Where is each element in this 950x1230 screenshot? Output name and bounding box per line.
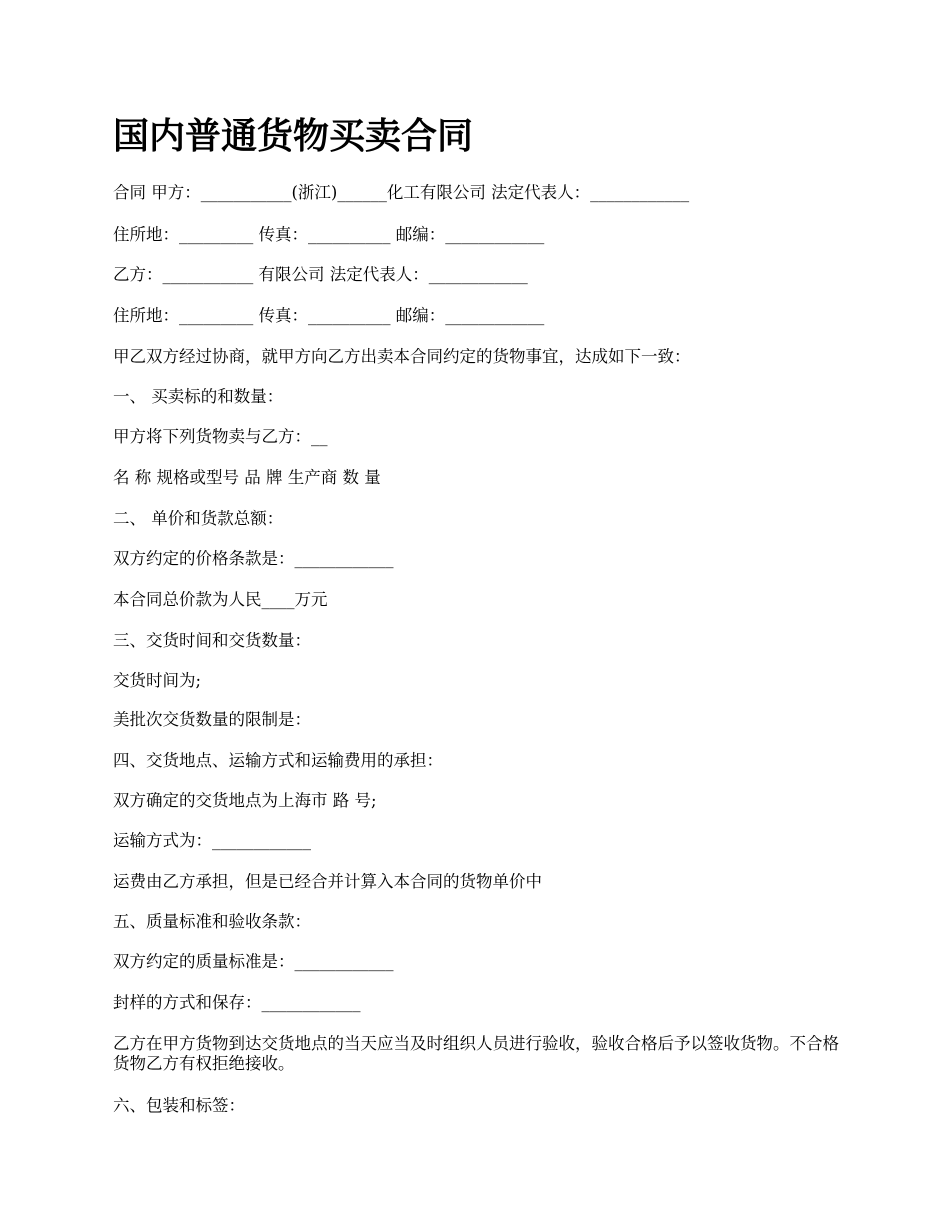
section-3-heading: 三、交货时间和交货数量：: [113, 631, 311, 650]
party-a-line: 合同 甲方：___________(浙江)______化工有限公司 法定代表人：____________: [113, 183, 690, 202]
quality-standard-line: 双方约定的质量标准是：____________: [113, 952, 394, 971]
total-price-line: 本合同总价款为人民____万元: [113, 590, 328, 609]
sample-sealing-line: 封样的方式和保存：____________: [113, 993, 361, 1012]
freight-line: 运费由乙方承担，但是已经合并计算入本合同的货物单价中: [113, 872, 542, 891]
goods-table-header: 名 称 规格或型号 品 牌 生产商 数 量: [113, 468, 381, 487]
document-title: 国内普通货物买卖合同: [113, 115, 474, 157]
preamble-line: 甲乙双方经过协商，就甲方向乙方出卖本合同约定的货物事宜，达成如下一致：: [113, 347, 691, 366]
section-6-heading: 六、包装和标签：: [113, 1096, 245, 1115]
party-b-line: 乙方：___________ 有限公司 法定代表人：____________: [113, 265, 528, 284]
transport-method-line: 运输方式为：____________: [113, 831, 311, 850]
delivery-location-line: 双方确定的交货地点为上海市 路 号;: [113, 791, 377, 810]
delivery-time-line: 交货时间为;: [113, 671, 202, 690]
goods-line: 甲方将下列货物卖与乙方：__: [113, 427, 328, 446]
section-5-heading: 五、质量标准和验收条款：: [113, 912, 311, 931]
inspection-paragraph: 乙方在甲方货物到达交货地点的当天应当及时组织人员进行验收，验收合格后予以签收货物。不合格货物乙方有权拒绝接收。: [113, 1034, 839, 1073]
section-1-heading: 一、 买卖标的和数量：: [113, 387, 284, 406]
party-b-address-line: 住所地：_________ 传真：__________ 邮编：____________: [113, 306, 545, 325]
section-2-heading: 二、 单价和货款总额：: [113, 509, 284, 528]
section-4-heading: 四、交货地点、运输方式和运输费用的承担：: [113, 751, 443, 770]
batch-quantity-line: 美批次交货数量的限制是：: [113, 710, 311, 729]
price-terms-line: 双方约定的价格条款是：____________: [113, 549, 394, 568]
party-a-address-line: 住所地：_________ 传真：__________ 邮编：____________: [113, 225, 545, 244]
